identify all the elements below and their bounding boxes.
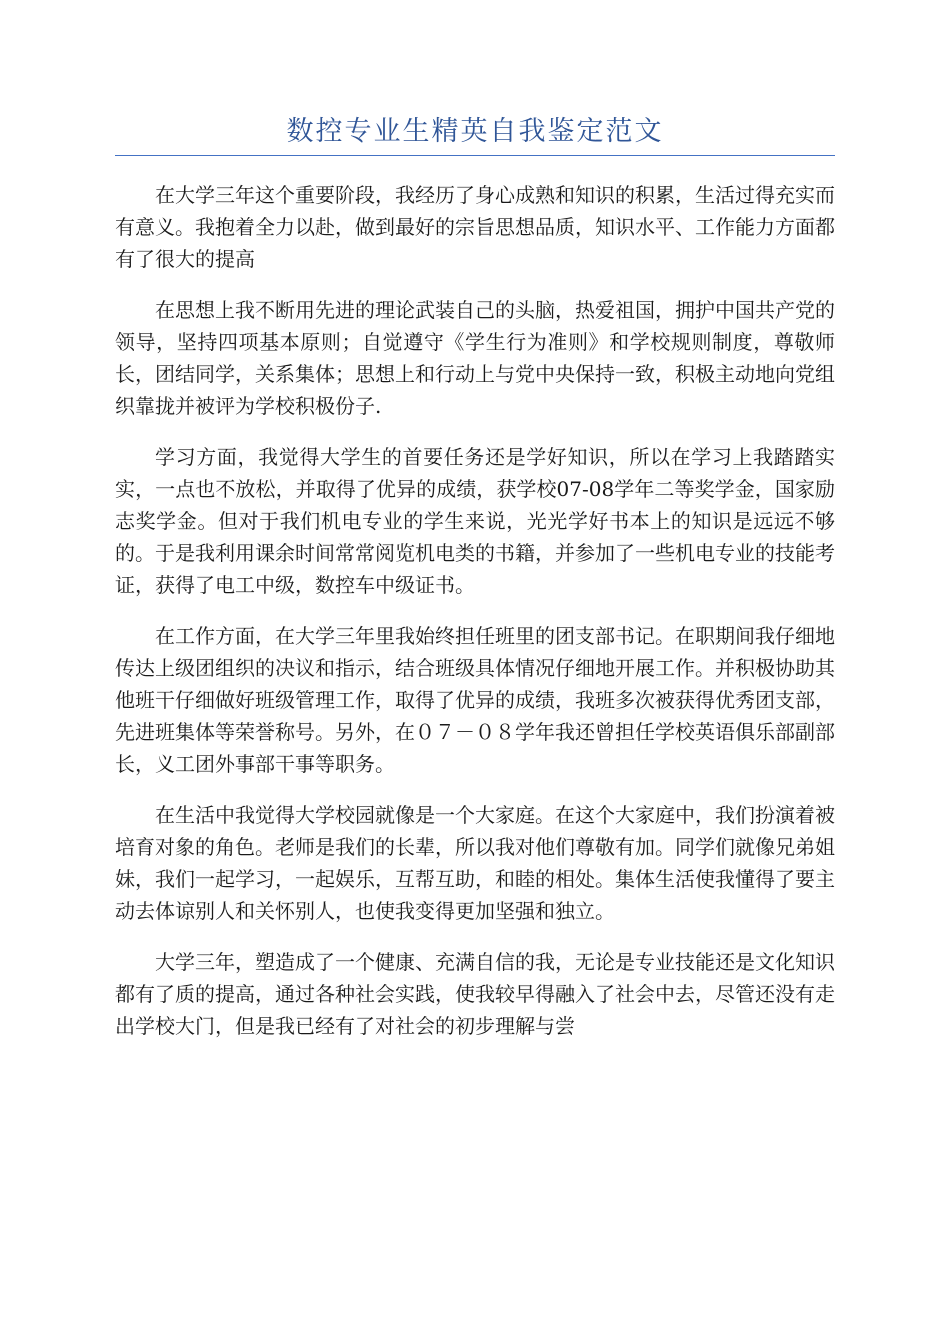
paragraph-work: 在工作方面，在大学三年里我始终担任班里的团支部书记。在职期间我仔细地传达上级团组织的决议和指示，结合班级具体情况仔细地开展工作。并积极协助其他班干仔细做好班级管理工作，取得了优异的成绩，我班多次被获得优秀团支部，先进班集体等荣誉称号。另外，在０７－０８学年我还曾担任学校英语俱乐部副部长，义工团外事部干事等职务。 [115, 624, 835, 776]
paragraph-summary: 大学三年，塑造成了一个健康、充满自信的我，无论是专业技能还是文化知识都有了质的提高，通过各种社会实践，使我较早得融入了社会中去，尽管还没有走出学校大门，但是我已经有了对社会的初步理解与尝 [115, 950, 835, 1038]
paragraph-ideology: 在思想上我不断用先进的理论武装自己的头脑，热爱祖国，拥护中国共产党的领导，坚持四项基本原则；自觉遵守《学生行为准则》和学校规则制度，尊敬师长，团结同学，关系集体；思想上和行动上与党中央保持一致，积极主动地向党组织靠拢并被评为学校积极份子. [115, 298, 835, 418]
paragraph-study: 学习方面，我觉得大学生的首要任务还是学好知识，所以在学习上我踏踏实实，一点也不放松，并取得了优异的成绩，获学校07-08学年二等奖学金，国家励志奖学金。但对于我们机电专业的学生来说，光光学好书本上的知识是远远不够的。于是我利用课余时间常常阅览机电类的书籍，并参加了一些机电专业的技能考证，获得了电工中级，数控车中级证书。 [115, 445, 835, 597]
title-underline [115, 155, 835, 156]
document-title: 数控专业生精英自我鉴定范文 [286, 116, 664, 147]
paragraph-life: 在生活中我觉得大学校园就像是一个大家庭。在这个大家庭中，我们扮演着被培育对象的角色。老师是我们的长辈，所以我对他们尊敬有加。同学们就像兄弟姐妹，我们一起学习，一起娱乐，互帮互助，和睦的相处。集体生活使我懂得了要主动去体谅别人和关怀别人，也使我变得更加坚强和独立。 [115, 803, 835, 923]
paragraph-intro: 在大学三年这个重要阶段，我经历了身心成熟和知识的积累，生活过得充实而有意义。我抱着全力以赴，做到最好的宗旨思想品质，知识水平、工作能力方面都有了很大的提高 [115, 183, 835, 271]
document-body [115, 179, 835, 1061]
